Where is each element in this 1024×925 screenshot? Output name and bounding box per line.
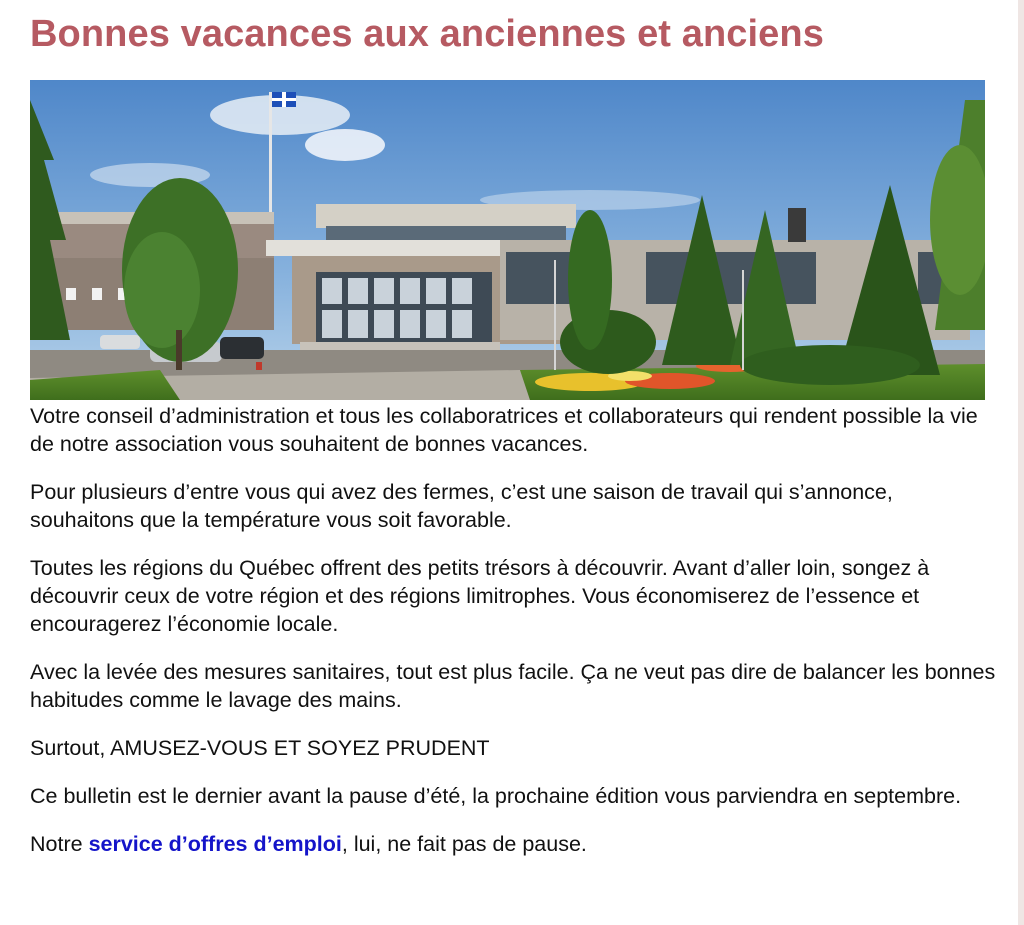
article-title: Bonnes vacances aux anciennes et anciens [30, 13, 824, 55]
paragraph-regions: Toutes les régions du Québec offrent des petits trésors à découvrir. Avant d’aller loin, songez à découvrir ceux de votre région et des régions limitrophes. Vous économiserez de l’essence et encouragerez l’économie locale. [30, 556, 930, 636]
paragraph-last-bulletin: Ce bulletin est le dernier avant la pause d’été, la prochaine édition vous parviendra en septembre. [30, 784, 962, 808]
hero-photo-school-building [30, 80, 985, 400]
article [30, 0, 998, 878]
quebec-flag-icon [272, 92, 296, 107]
job-offers-text-before: Notre [30, 832, 89, 856]
paragraph-be-careful: Surtout, AMUSEZ-VOUS ET SOYEZ PRUDENT [30, 736, 490, 760]
paragraph-job-offers [30, 830, 998, 858]
job-offers-text-after: , lui, ne fait pas de pause. [341, 832, 587, 856]
paragraph-farms: Pour plusieurs d’entre vous qui avez des fermes, c’est une saison de travail qui s’annonce, souhaitons que la température vous soit favorable. [30, 480, 893, 532]
page-edge [1018, 0, 1024, 925]
paragraph-sanitary-measures: Avec la levée des mesures sanitaires, tout est plus facile. Ça ne veut pas dire de balancer les bonnes habitudes comme le lavage des mains. [30, 660, 996, 712]
job-offers-link[interactable]: service d’offres d’emploi [88, 832, 342, 856]
article-body [30, 402, 998, 858]
paragraph-greetings: Votre conseil d’administration et tous les collaboratrices et collaborateurs qui rendent possible la vie de notre association vous souhaitent de bonnes vacances. [30, 404, 978, 456]
